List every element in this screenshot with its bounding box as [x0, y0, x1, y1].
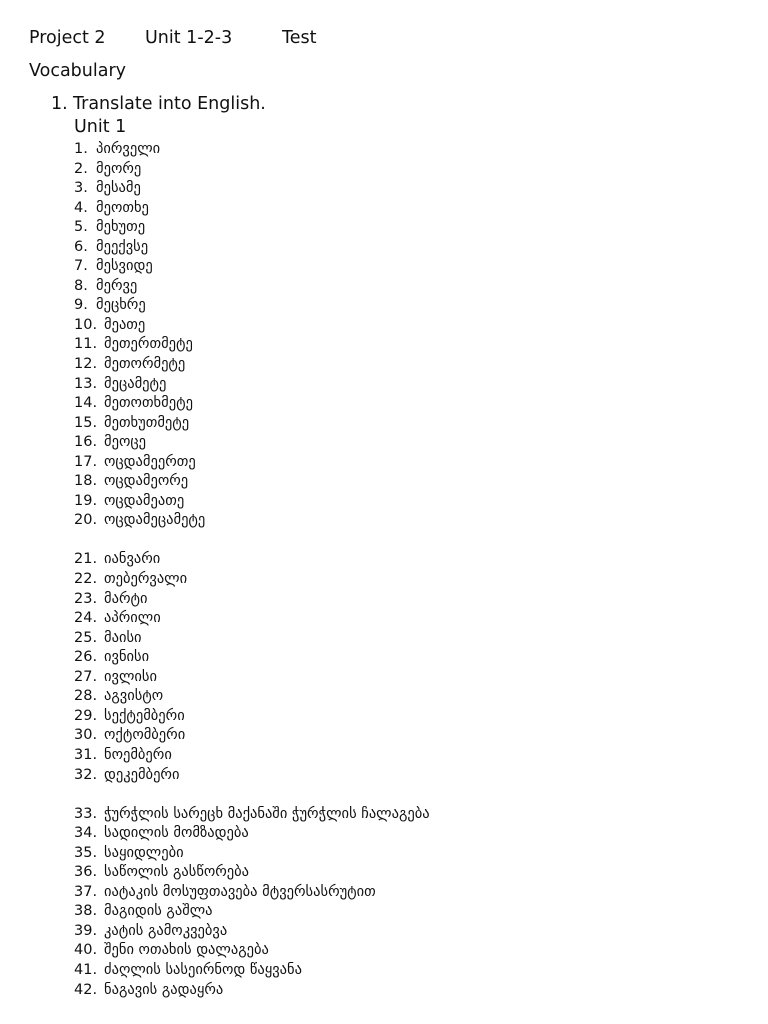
item-word: ოცდამეორე [104, 473, 189, 490]
test-label: Test [282, 28, 317, 48]
item-number: 14. [74, 395, 98, 412]
item-number: 38. [74, 903, 98, 920]
list-item [74, 902, 674, 922]
list-item [74, 609, 674, 629]
item-word: დეკემბერი [104, 766, 180, 783]
item-word: მეოთხე [96, 199, 149, 216]
item-number: 29. [74, 707, 98, 724]
list-item [74, 550, 674, 570]
list-item [74, 590, 674, 610]
list-item [74, 511, 674, 531]
task-text: Translate into English. [73, 94, 266, 114]
list-item [74, 160, 674, 180]
item-word: იანვარი [104, 551, 161, 568]
list-item [74, 726, 674, 746]
item-number: 37. [74, 883, 98, 900]
item-word: თებერვალი [104, 571, 188, 588]
item-word: საწოლის გასწორება [104, 864, 250, 881]
list-item [74, 218, 674, 238]
item-number: 35. [74, 844, 98, 861]
item-number: 24. [74, 610, 98, 627]
list-item [74, 766, 674, 786]
item-number: 13. [74, 375, 98, 392]
item-word: მეთერთმეტე [104, 336, 193, 353]
list-item [74, 648, 674, 668]
list-item [74, 277, 674, 297]
item-number: 16. [74, 434, 98, 451]
list-item [74, 238, 674, 258]
list-item [74, 140, 674, 160]
list-item [74, 844, 674, 864]
item-word: სექტემბერი [104, 707, 185, 724]
item-number: 28. [74, 688, 98, 705]
item-number: 41. [74, 961, 98, 978]
item-number: 36. [74, 864, 98, 881]
list-item [74, 883, 674, 903]
unit-range-label: Unit 1-2-3 [145, 28, 233, 48]
item-word: საყიდლები [104, 844, 184, 861]
item-number: 6. [74, 238, 88, 255]
item-number: 18. [74, 473, 98, 490]
list-item [74, 453, 674, 473]
item-number: 1. [74, 141, 88, 157]
item-number: 26. [74, 649, 98, 666]
item-word: კატის გამოკვებვა [104, 922, 228, 939]
list-item [74, 707, 674, 727]
item-number: 31. [74, 746, 98, 763]
item-number: 9. [74, 297, 88, 314]
list-item [74, 335, 674, 355]
item-number: 39. [74, 922, 98, 939]
item-word: მეთხუთმეტე [104, 414, 190, 431]
item-word: სადილის მომზადება [104, 825, 249, 842]
item-word: ნაგავის გადაყრა [104, 981, 224, 998]
item-word: ოცდამეათე [104, 492, 185, 509]
item-word: იატაკის მოსუფთავება მტვერსასრუტით [104, 883, 376, 900]
item-number: 11. [74, 336, 98, 353]
item-word: მარტი [104, 590, 148, 607]
item-number: 12. [74, 356, 98, 373]
item-word: ოცდამეერთე [104, 453, 196, 470]
item-number: 2. [74, 160, 88, 177]
item-number: 42. [74, 981, 98, 998]
item-word: მეოცე [104, 434, 146, 451]
item-word: მეცხრე [96, 297, 146, 314]
item-number: 17. [74, 453, 98, 470]
item-number: 30. [74, 727, 98, 744]
item-number: 19. [74, 492, 98, 509]
item-number: 10. [74, 316, 98, 333]
item-word: მეცამეტე [104, 375, 167, 392]
item-word: მეექვსე [96, 238, 149, 255]
item-word: მეთოთხმეტე [104, 395, 193, 412]
item-word: აპრილი [104, 610, 161, 627]
item-word: მეთორმეტე [104, 356, 186, 373]
list-item [74, 629, 674, 649]
list-item [74, 687, 674, 707]
list-item [74, 961, 674, 981]
item-number: 3. [74, 180, 88, 197]
vocabulary-list [74, 140, 674, 1000]
item-number: 23. [74, 590, 98, 607]
group-spacer [74, 785, 674, 805]
item-word: ჭურჭლის სარეცხ მაქანაში ჭურჭლის ჩალაგება [104, 805, 430, 822]
item-number: 22. [74, 571, 98, 588]
list-item [74, 941, 674, 961]
item-number: 34. [74, 825, 98, 842]
list-item [74, 296, 674, 316]
item-word: ივლისი [104, 668, 157, 685]
list-item [74, 668, 674, 688]
list-item [74, 355, 674, 375]
project-label: Project 2 [29, 28, 106, 48]
group-spacer [74, 531, 674, 551]
item-number: 40. [74, 942, 98, 959]
item-word: პირველი [96, 141, 161, 157]
list-item [74, 863, 674, 883]
item-word: ოცდამეცამეტე [104, 512, 206, 529]
item-word: მეხუთე [96, 219, 146, 236]
item-number: 33. [74, 805, 98, 822]
item-word: აგვისტო [104, 688, 164, 705]
list-item [74, 375, 674, 395]
item-word: ნოემბერი [104, 746, 172, 763]
item-number: 21. [74, 551, 98, 568]
item-number: 20. [74, 512, 98, 529]
item-number: 32. [74, 766, 98, 783]
task-number: 1. [51, 94, 68, 114]
item-word: მაისი [104, 629, 142, 646]
item-number: 4. [74, 199, 88, 216]
list-item [74, 472, 674, 492]
unit-label: Unit 1 [74, 117, 127, 137]
item-word: მესამე [96, 180, 141, 197]
item-number: 7. [74, 258, 88, 275]
list-item [74, 179, 674, 199]
list-item [74, 316, 674, 336]
item-word: ოქტომბერი [104, 727, 186, 744]
list-item [74, 746, 674, 766]
list-item [74, 199, 674, 219]
item-number: 27. [74, 668, 98, 685]
item-word: მეორე [96, 160, 142, 177]
list-item [74, 433, 674, 453]
item-number: 25. [74, 629, 98, 646]
list-item [74, 257, 674, 277]
item-word: მაგიდის გაშლა [104, 903, 213, 920]
item-number: 15. [74, 414, 98, 431]
list-item [74, 922, 674, 942]
item-number: 8. [74, 277, 88, 294]
section-title: Vocabulary [29, 61, 127, 81]
item-word: ივნისი [104, 649, 150, 666]
list-item [74, 394, 674, 414]
item-word: მესვიდე [96, 258, 153, 275]
list-item [74, 805, 674, 825]
item-number: 5. [74, 219, 88, 236]
item-word: მერვე [96, 277, 138, 294]
item-word: ძაღლის სასეირნოდ წაყვანა [104, 961, 302, 978]
item-word: შენი ოთახის დალაგება [104, 942, 269, 959]
list-item [74, 492, 674, 512]
list-item [74, 414, 674, 434]
list-item [74, 824, 674, 844]
list-item [74, 981, 674, 1001]
list-item [74, 570, 674, 590]
item-word: მეათე [104, 316, 146, 333]
